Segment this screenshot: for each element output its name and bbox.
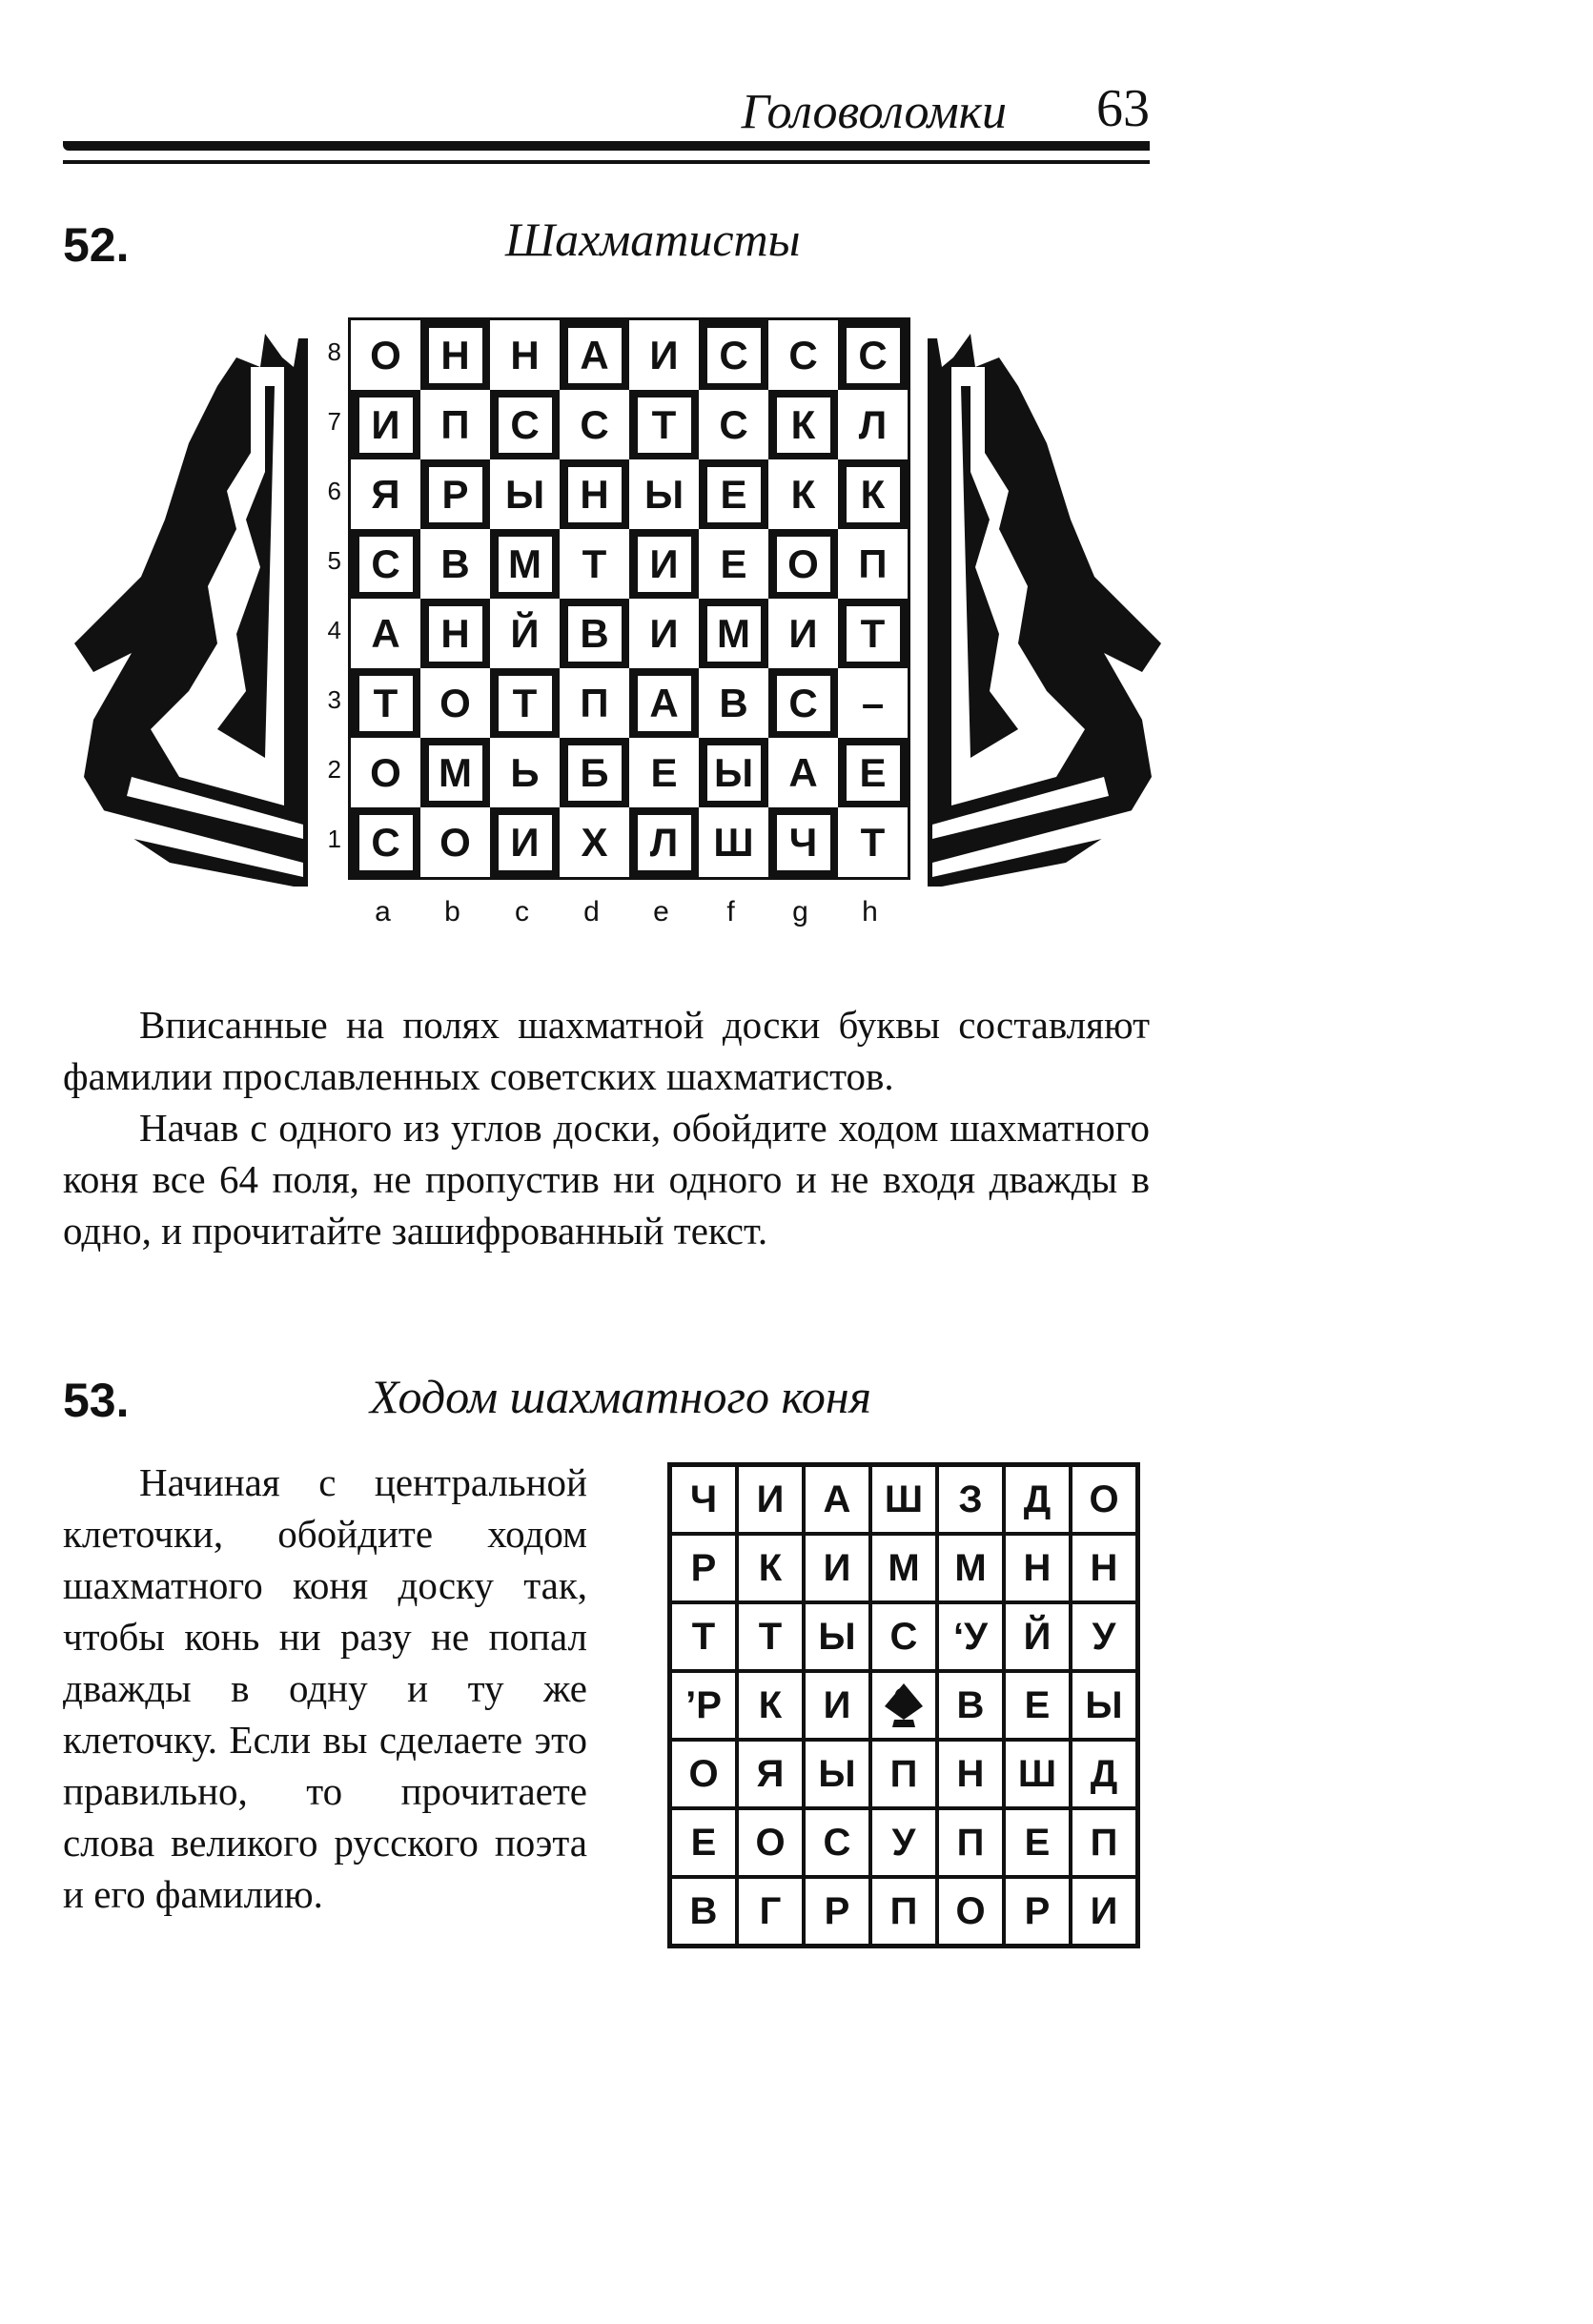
board-letter: Р bbox=[429, 467, 482, 522]
board-letter: Т bbox=[638, 398, 691, 453]
board-letter: Ы bbox=[707, 745, 761, 801]
board-letter: С bbox=[359, 815, 413, 870]
grid-cell: Р bbox=[670, 1534, 737, 1602]
board-letter: И bbox=[788, 610, 818, 656]
board-cell bbox=[490, 529, 560, 599]
board-letter: И bbox=[499, 815, 552, 870]
board-cell bbox=[420, 599, 490, 668]
board-letter: А bbox=[568, 328, 622, 383]
grid-cell: Р bbox=[804, 1877, 870, 1946]
board-letter: П bbox=[580, 680, 609, 725]
board-cell bbox=[838, 599, 908, 668]
board-cell bbox=[490, 390, 560, 459]
board-letter: А bbox=[788, 749, 818, 795]
grid-cell: Ы bbox=[804, 1740, 870, 1808]
board-letter: В bbox=[440, 540, 470, 586]
board-letter: О bbox=[439, 680, 471, 725]
grid-cell: Ы bbox=[804, 1602, 870, 1671]
rank-label: 6 bbox=[327, 477, 341, 505]
board-cell bbox=[351, 599, 420, 668]
rank-label: 4 bbox=[327, 616, 341, 644]
board-cell bbox=[838, 668, 908, 738]
board-letter: Т bbox=[499, 676, 552, 731]
board-cell bbox=[420, 459, 490, 529]
board-letter: Ш bbox=[713, 819, 754, 865]
board-cell bbox=[351, 320, 420, 390]
grid-cell: Д bbox=[1004, 1465, 1071, 1534]
board-cell bbox=[699, 529, 768, 599]
grid-cell: ’Р bbox=[670, 1671, 737, 1740]
grid-cell: ‘У bbox=[937, 1602, 1004, 1671]
board-cell bbox=[699, 738, 768, 807]
board-letter: Ч bbox=[777, 815, 830, 870]
board-cell bbox=[420, 320, 490, 390]
board-letter: А bbox=[638, 676, 691, 731]
rank-label: 8 bbox=[327, 337, 341, 366]
board-letter: М bbox=[429, 745, 482, 801]
board-letter: Н bbox=[429, 328, 482, 383]
board-letter: К bbox=[847, 467, 900, 522]
grid-cell: У bbox=[1071, 1602, 1137, 1671]
grid-cell: К bbox=[737, 1534, 804, 1602]
board-letter: О bbox=[370, 332, 401, 377]
board-cell bbox=[560, 459, 629, 529]
board-letter: С bbox=[777, 676, 830, 731]
grid-cell: Т bbox=[670, 1602, 737, 1671]
board-letter: Н bbox=[510, 332, 540, 377]
grid-cell: П bbox=[870, 1877, 937, 1946]
grid-cell: О bbox=[937, 1877, 1004, 1946]
file-label: f bbox=[726, 896, 735, 928]
grid-cell: Н bbox=[1004, 1534, 1071, 1602]
board-letter: И bbox=[359, 398, 413, 453]
grid-cell: О bbox=[737, 1808, 804, 1877]
board-cell bbox=[629, 807, 699, 877]
board-letter: П bbox=[858, 540, 888, 586]
problem-53-text bbox=[63, 1457, 587, 1920]
board-cell bbox=[490, 738, 560, 807]
board-letter: Н bbox=[568, 467, 622, 522]
board-cell bbox=[838, 529, 908, 599]
board-letter: Е bbox=[847, 745, 900, 801]
board-cell bbox=[490, 459, 560, 529]
grid-cell: Ч bbox=[670, 1465, 737, 1534]
board-cell bbox=[490, 599, 560, 668]
paragraph: Начав с одного из углов доски, обойдите ходом шахматного коня все 64 поля, не пропустив ни одного и не входя дважды в одно, и прочитайте зашифрованный текст. bbox=[63, 1106, 1150, 1253]
grid-cell: М bbox=[870, 1534, 937, 1602]
board-letter: С bbox=[847, 328, 900, 383]
board-letter: Е bbox=[707, 467, 761, 522]
knight-left-icon bbox=[74, 329, 313, 891]
paragraph: Вписанные на полях шахматной доски буквы составляют фамилии прославленных советских шахматистов. bbox=[63, 1003, 1150, 1098]
board-letter: С bbox=[499, 398, 552, 453]
file-label: g bbox=[792, 896, 808, 928]
board-letter: М bbox=[707, 606, 761, 662]
grid-cell: У bbox=[870, 1808, 937, 1877]
board-cell bbox=[768, 807, 838, 877]
board-cell bbox=[351, 459, 420, 529]
rank-label: 1 bbox=[327, 825, 341, 853]
header-rule-thin bbox=[63, 160, 1150, 164]
grid-cell: П bbox=[870, 1740, 937, 1808]
board-letter: К bbox=[777, 398, 830, 453]
grid-cell: Т bbox=[737, 1602, 804, 1671]
board-cell bbox=[490, 668, 560, 738]
board-cell bbox=[838, 320, 908, 390]
board-letter: С bbox=[707, 328, 761, 383]
board-letter: П bbox=[440, 401, 470, 447]
grid-cell: З bbox=[937, 1465, 1004, 1534]
board-cell bbox=[560, 668, 629, 738]
board-cell bbox=[351, 390, 420, 459]
board-letter: Ь bbox=[510, 749, 540, 795]
board-cell bbox=[560, 529, 629, 599]
board-cell bbox=[768, 459, 838, 529]
grid-cell: Ш bbox=[870, 1465, 937, 1534]
board-cell bbox=[560, 807, 629, 877]
running-title: Головоломки bbox=[741, 85, 1007, 139]
board-letter: В bbox=[568, 606, 622, 662]
grid-cell: В bbox=[670, 1877, 737, 1946]
board-letter: Б bbox=[568, 745, 622, 801]
board-letter: Т bbox=[847, 606, 900, 662]
board-cell bbox=[629, 529, 699, 599]
board-letter: Ы bbox=[504, 471, 545, 517]
board-cell bbox=[490, 807, 560, 877]
board-cell bbox=[629, 320, 699, 390]
board-letter: Т bbox=[582, 540, 607, 586]
knight-icon-cell bbox=[870, 1671, 937, 1740]
file-label: c bbox=[515, 896, 529, 928]
board-cell bbox=[560, 599, 629, 668]
board-letter: Е bbox=[720, 540, 747, 586]
file-label: b bbox=[444, 896, 460, 928]
board-cell bbox=[768, 599, 838, 668]
grid-cell: М bbox=[937, 1534, 1004, 1602]
board-letter: О bbox=[370, 749, 401, 795]
board-letter: А bbox=[371, 610, 400, 656]
board-cell bbox=[351, 668, 420, 738]
board-cell bbox=[838, 807, 908, 877]
board-cell bbox=[768, 738, 838, 807]
grid-cell: С bbox=[804, 1808, 870, 1877]
board-cell bbox=[560, 320, 629, 390]
board-letter: Х bbox=[581, 819, 608, 865]
board-cell bbox=[629, 599, 699, 668]
file-label: a bbox=[375, 896, 391, 928]
board-cell bbox=[629, 668, 699, 738]
grid-cell: Ы bbox=[1071, 1671, 1137, 1740]
rank-label: 3 bbox=[327, 685, 341, 714]
problem-52-title: Шахматисты bbox=[505, 213, 801, 266]
grid-cell: Ш bbox=[1004, 1740, 1071, 1808]
board-letter: С bbox=[719, 401, 748, 447]
board-letter: И bbox=[649, 610, 679, 656]
board-cell bbox=[560, 390, 629, 459]
board-letter: С bbox=[788, 332, 818, 377]
header-rule bbox=[63, 141, 1150, 151]
chess-board bbox=[348, 317, 910, 880]
rank-label: 5 bbox=[327, 546, 341, 575]
board-cell bbox=[351, 529, 420, 599]
problem-53-number: 53. bbox=[63, 1374, 130, 1427]
grid-cell: Й bbox=[1004, 1602, 1071, 1671]
rank-labels bbox=[303, 317, 341, 874]
board-cell bbox=[838, 738, 908, 807]
board-letter: – bbox=[861, 680, 885, 725]
board-letter: В bbox=[719, 680, 748, 725]
grid-cell: И bbox=[804, 1671, 870, 1740]
grid-cell: А bbox=[804, 1465, 870, 1534]
board-letter: И bbox=[649, 332, 679, 377]
board-letter: И bbox=[638, 537, 691, 592]
board-letter: К bbox=[790, 471, 816, 517]
board-cell bbox=[420, 807, 490, 877]
letter-grid bbox=[667, 1462, 1140, 1948]
board-cell bbox=[351, 807, 420, 877]
grid-cell: Е bbox=[1004, 1808, 1071, 1877]
board-letter: С bbox=[359, 537, 413, 592]
board-cell bbox=[838, 459, 908, 529]
grid-cell: И bbox=[737, 1465, 804, 1534]
grid-cell: О bbox=[670, 1740, 737, 1808]
file-label: h bbox=[862, 896, 878, 928]
problem-52-text bbox=[63, 999, 1150, 1256]
board-letter: Я bbox=[371, 471, 400, 517]
board-cell bbox=[768, 529, 838, 599]
grid-cell: П bbox=[937, 1808, 1004, 1877]
grid-cell: В bbox=[937, 1671, 1004, 1740]
problem-53-title: Ходом шахматного коня bbox=[370, 1370, 871, 1423]
page-number: 63 bbox=[1096, 79, 1150, 138]
grid-cell: Г bbox=[737, 1877, 804, 1946]
board-cell bbox=[629, 459, 699, 529]
board-cell bbox=[490, 320, 560, 390]
board-cell bbox=[768, 390, 838, 459]
grid-cell: И bbox=[804, 1534, 870, 1602]
grid-cell: Н bbox=[937, 1740, 1004, 1808]
grid-cell: Р bbox=[1004, 1877, 1071, 1946]
rank-label: 7 bbox=[327, 407, 341, 436]
grid-cell: К bbox=[737, 1671, 804, 1740]
board-letter: Н bbox=[429, 606, 482, 662]
file-labels bbox=[348, 896, 905, 928]
knight-icon bbox=[881, 1682, 927, 1729]
grid-cell: Д bbox=[1071, 1740, 1137, 1808]
board-cell bbox=[629, 738, 699, 807]
board-cell bbox=[699, 459, 768, 529]
board-letter: Т bbox=[359, 676, 413, 731]
board-letter: Л bbox=[638, 815, 691, 870]
board-cell bbox=[351, 738, 420, 807]
board-cell bbox=[768, 320, 838, 390]
board-letter: Ы bbox=[643, 471, 684, 517]
problem-52-number: 52. bbox=[63, 218, 130, 272]
board-cell bbox=[420, 738, 490, 807]
file-label: e bbox=[653, 896, 669, 928]
board-cell bbox=[699, 320, 768, 390]
rank-label: 2 bbox=[327, 755, 341, 784]
board-letter: Л bbox=[858, 401, 888, 447]
board-cell bbox=[768, 668, 838, 738]
board-cell bbox=[699, 668, 768, 738]
board-letter: Е bbox=[650, 749, 678, 795]
knight-right-icon bbox=[913, 329, 1161, 891]
grid-cell: Н bbox=[1071, 1534, 1137, 1602]
grid-cell: Е bbox=[670, 1808, 737, 1877]
page-header bbox=[63, 76, 1150, 172]
board-letter: Т bbox=[860, 819, 886, 865]
grid-cell: Е bbox=[1004, 1671, 1071, 1740]
board-cell bbox=[699, 599, 768, 668]
board-letter: С bbox=[580, 401, 609, 447]
grid-cell: И bbox=[1071, 1877, 1137, 1946]
board-cell bbox=[629, 390, 699, 459]
board-letter: М bbox=[499, 537, 552, 592]
grid-cell: О bbox=[1071, 1465, 1137, 1534]
board-cell bbox=[420, 390, 490, 459]
grid-cell: П bbox=[1071, 1808, 1137, 1877]
file-label: d bbox=[583, 896, 600, 928]
board-cell bbox=[838, 390, 908, 459]
board-letter: О bbox=[777, 537, 830, 592]
board-cell bbox=[699, 807, 768, 877]
paragraph: Начиная с центральной клеточки, обойдите ходом шахматного коня доску так, чтобы конь ни разу не попал дважды в одну и ту же клеточку. Если вы сделаете это правильно, то прочитаете слова великого русского поэта и его фамилию. bbox=[63, 1460, 587, 1916]
board-letter: О bbox=[439, 819, 471, 865]
board-cell bbox=[699, 390, 768, 459]
grid-cell: Я bbox=[737, 1740, 804, 1808]
board-cell bbox=[420, 529, 490, 599]
board-cell bbox=[560, 738, 629, 807]
grid-cell: С bbox=[870, 1602, 937, 1671]
board-letter: Й bbox=[510, 610, 540, 656]
board-cell bbox=[420, 668, 490, 738]
